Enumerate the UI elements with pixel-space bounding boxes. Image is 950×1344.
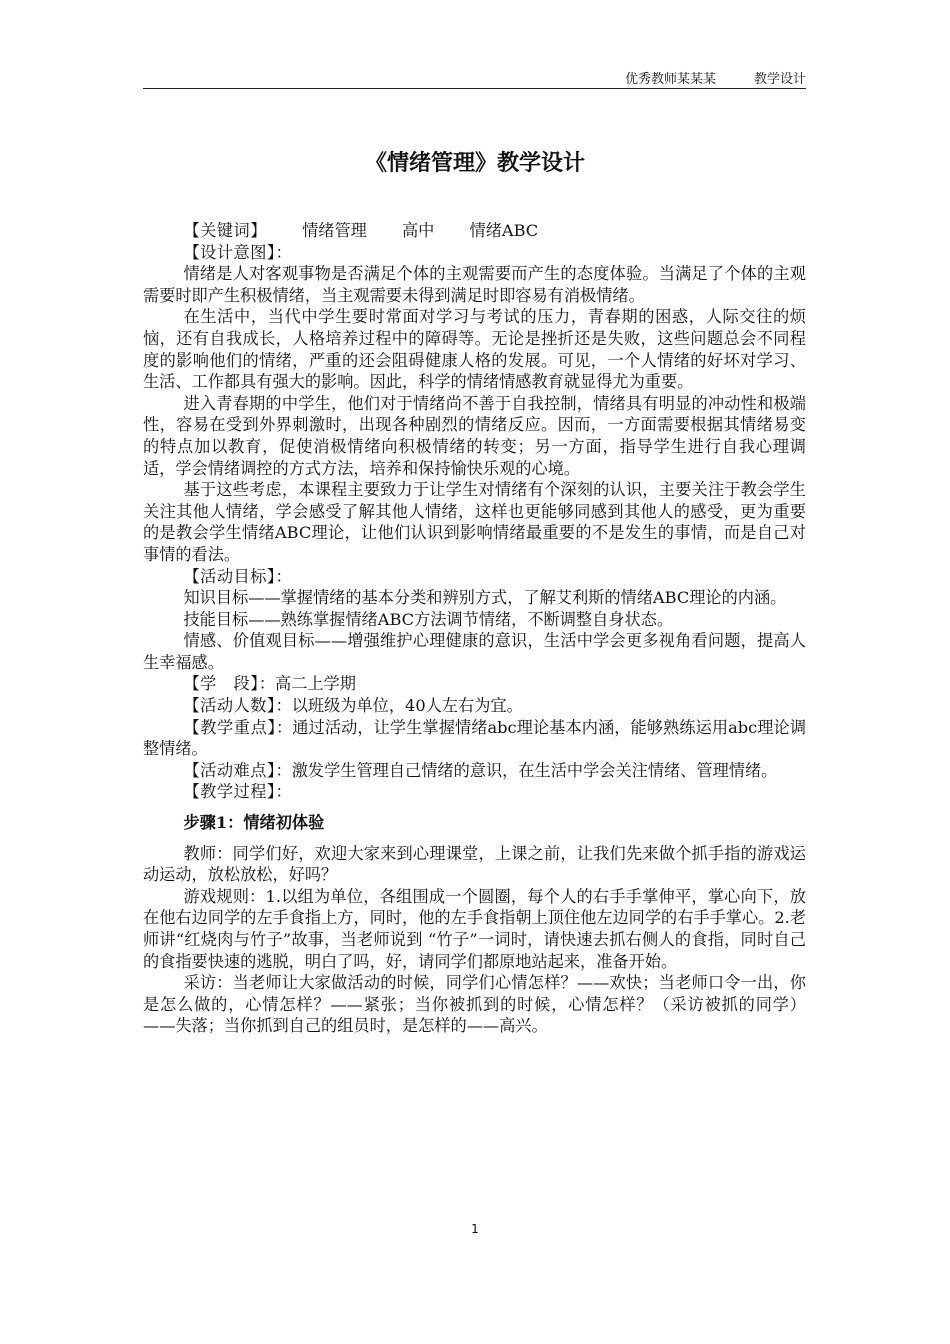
- objective-knowledge: 知识目标——掌握情绪的基本分类和辨别方式，了解艾利斯的情绪ABC理论的内涵。: [183, 588, 787, 608]
- design-intent-label: 【设计意图】：: [183, 242, 293, 262]
- step-1-paragraph: 游戏规则：1.以组为单位，各组围成一个圆圈，每个人的右手手掌伸平，掌心向下，放在他右边同学的左手食指上方，同时，他的左手食指朝上顶住他左边同学的右手手掌心。2.老师讲“红烧肉与竹子”故事，当老师说到 “竹子”一词时，请快速去抓右侧人的食指，同时自己的食指要快速的逃脱，明白了吗，好，请同学们都原地站起来，准备开始。: [143, 886, 806, 971]
- page-number: 1: [471, 1222, 479, 1236]
- page-header: [143, 68, 806, 89]
- objectives-label: 【活动目标】：: [183, 566, 293, 586]
- design-intent-paragraph: 情绪是人对客观事物是否满足个体的主观需要而产生的态度体验。当满足了个体的主观需要时即产生积极情绪，当主观需要未得到满足时即容易有消极情绪。: [143, 264, 806, 305]
- keyword-3: 情绪ABC: [469, 221, 539, 240]
- keyword-2: 高中: [402, 221, 435, 240]
- step-1-paragraph: 教师：同学们好，欢迎大家来到心理课堂，上课之前，让我们先来做个抓手指的游戏运动运动，放松放松，好吗？: [143, 843, 806, 885]
- header-doc-type: 教学设计: [753, 72, 806, 87]
- objective-skill: 技能目标——熟练掌握情绪ABC方法调节情绪，不断调整自身状态。: [183, 609, 674, 629]
- step-1-paragraph: 采访：当老师让大家做活动的时候，同学们心情怎样？——欢快；当老师口令一出，你是怎么做的，心情怎样？——紧张；当你被抓到的时候，心情怎样？（采访被抓的同学）——失落；当你抓到自己的组员时，是怎样的——高兴。: [143, 973, 806, 1036]
- document-body: [143, 220, 806, 1037]
- design-intent-paragraph: 基于这些考虑，本课程主要致力于让学生对情绪有个深刻的认识，主要关注于教会学生关注其他人情绪，学会感受了解其他人情绪，这样也更能够同感到其他人的感受，更为重要的是教会学生情绪ABC理论，让他们认识到影响情绪最重要的不是发生的事情，而是自己对事情的看法。: [143, 480, 806, 564]
- keywords-line: [143, 220, 806, 242]
- difficulty-line: 【活动难点】：激发学生管理自己情绪的意识，在生活中学会关注情绪、管理情绪。: [183, 760, 778, 780]
- design-intent-paragraph: 在生活中，当代中学生要时常面对学习与考试的压力，青春期的困惑，人际交往的烦恼，还有自我成长，人格培养过程中的障碍等。无论是挫折还是失败，这些问题总会不同程度的影响他们的情绪，严重的还会阻碍健康人格的发展。可见，一个人情绪的好坏对学习、生活、工作都具有强大的影响。因此，科学的情绪情感教育就显得尤为重要。: [143, 307, 806, 392]
- document-title: 《情绪管理》教学设计: [364, 151, 585, 176]
- step-1-heading: 步骤1：情绪初体验: [183, 813, 325, 833]
- key-point-line: 【教学重点】：通过活动，让学生掌握情绪abc理论基本内涵，能够熟练运用abc理论调整情绪。: [143, 717, 807, 759]
- keywords-label: 【关键词】: [183, 221, 267, 240]
- grade-line: 【学 段】：高二上学期: [183, 674, 356, 694]
- keyword-1: 情绪管理: [302, 221, 367, 240]
- design-intent-paragraph: 进入青春期的中学生，他们对于情绪尚不善于自我控制，情绪具有明显的冲动性和极端性，容易在受到外界刺激时，出现各种剧烈的情绪反应。因而，一方面需要根据其情绪易变的特点加以教育，促使消极情绪向积极情绪的转变；另一方面，指导学生进行自我心理调适，学会情绪调控的方式方法，培养和保持愉快乐观的心境。: [143, 393, 806, 478]
- process-line: 【教学过程】：: [183, 782, 292, 802]
- objective-value: 情感、价值观目标——增强维护心理健康的意识，生活中学会更多视角看问题，提高人生幸福感。: [143, 631, 806, 672]
- class-size-line: 【活动人数】：以班级为单位，40人左右为宜。: [183, 696, 523, 716]
- header-author: 优秀教师某某某: [624, 72, 716, 87]
